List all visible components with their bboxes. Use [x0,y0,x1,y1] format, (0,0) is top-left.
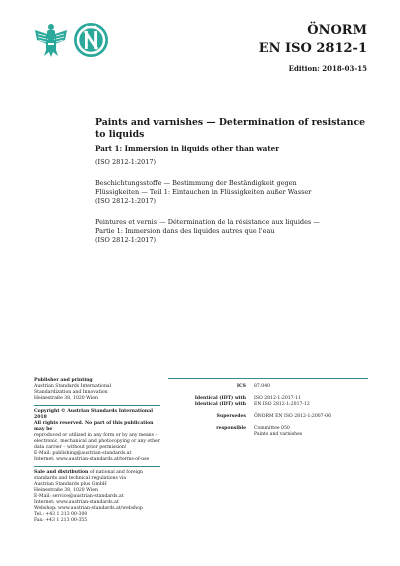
supersedes-row: Supersedes ÖNORM EN ISO 2812-1:2007-06 [216,414,331,419]
publisher-info [34,378,160,527]
iso-reference: (ISO 2812-1:2017) [95,158,157,166]
french-title: Peintures et vernis — Détermination de la résistance aux liquides — Partie 1: Immersion dans des liquides autres que l'eau (ISO 2812-1:2017) [95,218,320,244]
publisher-block: Publisher and printing Austrian Standards International Standardization and Innovation Heinestraße 38, 1020 Wien [34,378,112,401]
austrian-eagle-logo [34,22,68,58]
identical-row-1: Identical (IDT) with ISO 2812-1:2017-11 [194,396,301,401]
document-part: Part 1: Immersion in liquids other than water [95,144,279,153]
logo-group [34,22,109,58]
divider [168,378,368,379]
on-logo [73,22,109,58]
edition-date: Edition: 2018-03-15 [288,64,367,73]
copyright-block: Copyright © Austrian Standards International 2018 All rights reserved. No part of this publication may be reproduced or utilized in any form or by any means – electronic, mechanical and photocopying or any other data carrier – without prior permission! E-Mail: publishing@austrian-standards.at Internet: www.austrian-standards.at/terms-of-use [34,409,160,462]
divider [34,466,160,467]
metadata-panel [168,378,368,444]
sale-block: Sale and distribution of national and foreign standards and technical regulations via Austrian Standards plus GmbH Heinestraße 38, 1020 Wien E-Mail: service@austrian-standards.at Internet: www.austrian-standards.at Webshop: www.austrian-standards.at/webshop Tel.: +43 1 213 00-300 Fax: +43 1 213 00-355 [34,470,143,523]
identical-row-2: Identical (IDT) with EN ISO 2812-1:2017-12 [194,402,310,407]
title-block [95,117,375,245]
responsible-row: responsible Committee 050 Paints and varnishes [216,426,303,437]
standard-line1: ÖNORM [307,23,367,38]
document-title: Paints and varnishes — Determination of resistance to liquids [95,117,366,140]
standard-designation [259,22,367,73]
divider [34,405,160,406]
standard-line2: EN ISO 2812-1 [258,41,367,56]
ics-row: ICS 87.040 [236,384,271,389]
german-title: Beschichtungsstoffe — Bestimmung der Beständigkeit gegen Flüssigkeiten — Teil 1: Eintauchen in Flüssigkeiten außer Wasser (ISO 2812-1:2017) [95,179,312,205]
